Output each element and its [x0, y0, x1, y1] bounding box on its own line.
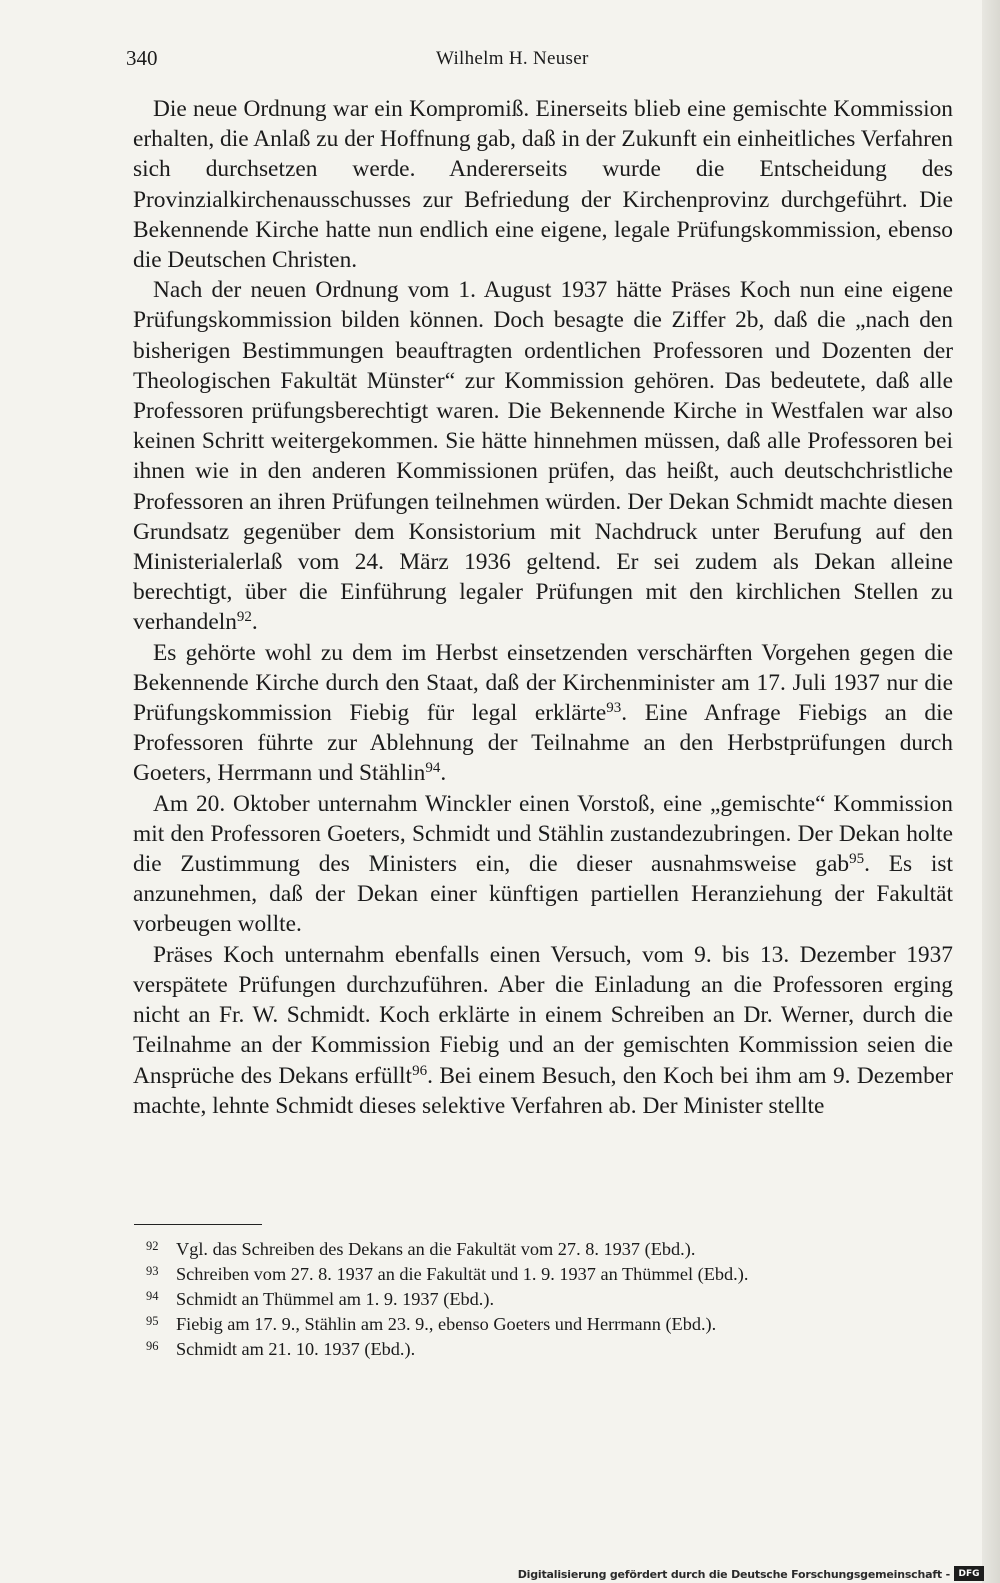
footnote-number: 96: [146, 1339, 159, 1353]
paragraph: [133, 638, 953, 789]
page-edge-shadow: [982, 0, 1000, 1583]
footnote-number: 94: [146, 1289, 159, 1303]
footnote-item: [146, 1337, 946, 1362]
footnotes: [146, 1237, 946, 1362]
paragraph-text: . Bei einem Besuch, den Koch bei ihm am 9. Dezember machte, lehnte Schmidt dieses selektive Verfahren ab. Der Minister stellte: [133, 1062, 953, 1119]
paragraph-text: Präses Koch unternahm ebenfalls einen Versuch, vom 9. bis 13. Dezember 1937 verspätete Prüfungen durchzuführen. Aber die Einladung an die Professoren erging nicht an Fr. W. Schmidt. Koch erklärte in einem Schreiben an Dr. Werner, durch die Teilnahme an der Kommission Fiebig und an der gemischten Kommission seien die Ansprüche des Dekans erfüllt: [133, 941, 953, 1089]
footnote-reference[interactable]: 95: [849, 851, 865, 868]
page-number: 340: [126, 46, 158, 70]
running-head: Wilhelm H. Neuser: [436, 48, 589, 69]
paragraph-text: . Eine Anfrage Fiebigs an die Professoren führte zur Ablehnung der Teilnahme an den Herbstprüfungen durch Goeters, Herrmann und Stählin: [133, 700, 953, 787]
paragraph: [133, 94, 953, 275]
footnote-reference[interactable]: 94: [425, 760, 441, 777]
footnote-number: 92: [146, 1239, 159, 1253]
digitization-note: Digitalisierung gefördert durch die Deutsche Forschungsgemeinschaft -: [517, 1568, 950, 1581]
footnote-item: [146, 1262, 946, 1287]
footnote-rule: [134, 1224, 262, 1225]
paragraph-text: .: [440, 760, 447, 787]
footnote-text: Schreiben vom 27. 8. 1937 an die Fakultät und 1. 9. 1937 an Thümmel (Ebd.).: [176, 1264, 749, 1284]
footnote-reference[interactable]: 92: [236, 609, 252, 626]
footnote-item: [146, 1312, 946, 1337]
footnote-number: 95: [146, 1314, 159, 1328]
paragraph: [133, 275, 953, 637]
paragraph-text: Nach der neuen Ordnung vom 1. August 1937 hätte Präses Koch nun eine eigene Prüfungskommission bilden können. Doch besagte die Ziffer 2b, daß die „nach den bisherigen Bestimmungen beauftragten ordentlichen Professoren und Dozenten der Theologischen Fakultät Münster“ zur Kommission gehören. Das bedeutete, daß alle Professoren prüfungsberechtigt waren. Die Bekennende Kirche in Westfalen war also keinen Schritt weitergekommen. Sie hätte hinnehmen müssen, daß alle Professoren bei ihnen wie in den anderen Kommissionen prüfen, das heißt, auch deutschchristliche Professoren an ihren Prüfungen teilnehmen würden. Der Dekan Schmidt machte diesen Grundsatz gegenüber dem Konsistorium mit Nachdruck unter Berufung auf den Ministerialerlaß vom 24. März 1936 geltend. Er sei zudem als Dekan alleine berechtigt, über die Einführung legaler Prüfungen mit den kirchlichen Stellen zu verhandeln: [133, 277, 953, 636]
paragraph-text: Am 20. Oktober unternahm Winckler einen Vorstoß, eine „gemischte“ Kommission mit den Professoren Goeters, Schmidt und Stählin zustandezubringen. Der Dekan holte die Zustimmung des Ministers ein, die dieser ausnahmsweise gab: [133, 790, 953, 878]
paragraph-text: Die neue Ordnung war ein Kompromiß. Einerseits blieb eine gemischte Kommission erhalten, die Anlaß zu der Hoffnung gab, daß in der Zukunft ein einheitliches Verfahren sich durchsetzen werde. Andererseits wurde die Entscheidung des Provinzialkirchenausschusses zur Befriedung der Kirchenprovinz durchgeführt. Die Bekennende Kirche hatte nun endlich eine eigene, legale Prüfungskommission, ebenso die Deutschen Christen.: [133, 96, 953, 274]
paragraph-text: .: [251, 609, 258, 636]
footnote-text: Fiebig am 17. 9., Stählin am 23. 9., ebenso Goeters und Herrmann (Ebd.).: [176, 1314, 717, 1334]
footnote-item: [146, 1287, 946, 1312]
footnote-text: Schmidt an Thümmel am 1. 9. 1937 (Ebd.).: [176, 1289, 495, 1309]
paragraph-text: . Es ist anzunehmen, daß der Dekan einer künftigen partiellen Heranziehung der Fakultät vorbeugen wollte.: [133, 851, 953, 938]
footnote-text: Vgl. das Schreiben des Dekans an die Fakultät vom 27. 8. 1937 (Ebd.).: [176, 1239, 696, 1259]
footnote-reference[interactable]: 93: [606, 700, 622, 717]
dfg-logo: DFG: [954, 1566, 984, 1581]
body-text: [133, 94, 953, 1121]
paragraph: [133, 789, 953, 940]
footnote-number: 93: [146, 1264, 159, 1278]
paragraph-text: Es gehörte wohl zu dem im Herbst einsetzenden verschärften Vorgehen gegen die Bekennende Kirche durch den Staat, daß der Kirchenminister am 17. Juli 1937 nur die Prüfungskommission Fiebig für legal erklärte: [133, 639, 953, 727]
footnote-reference[interactable]: 96: [412, 1062, 428, 1079]
footnote-text: Schmidt am 21. 10. 1937 (Ebd.).: [176, 1339, 416, 1359]
footnote-item: [146, 1237, 946, 1262]
paragraph: [133, 940, 953, 1121]
page-header: [0, 46, 1000, 76]
